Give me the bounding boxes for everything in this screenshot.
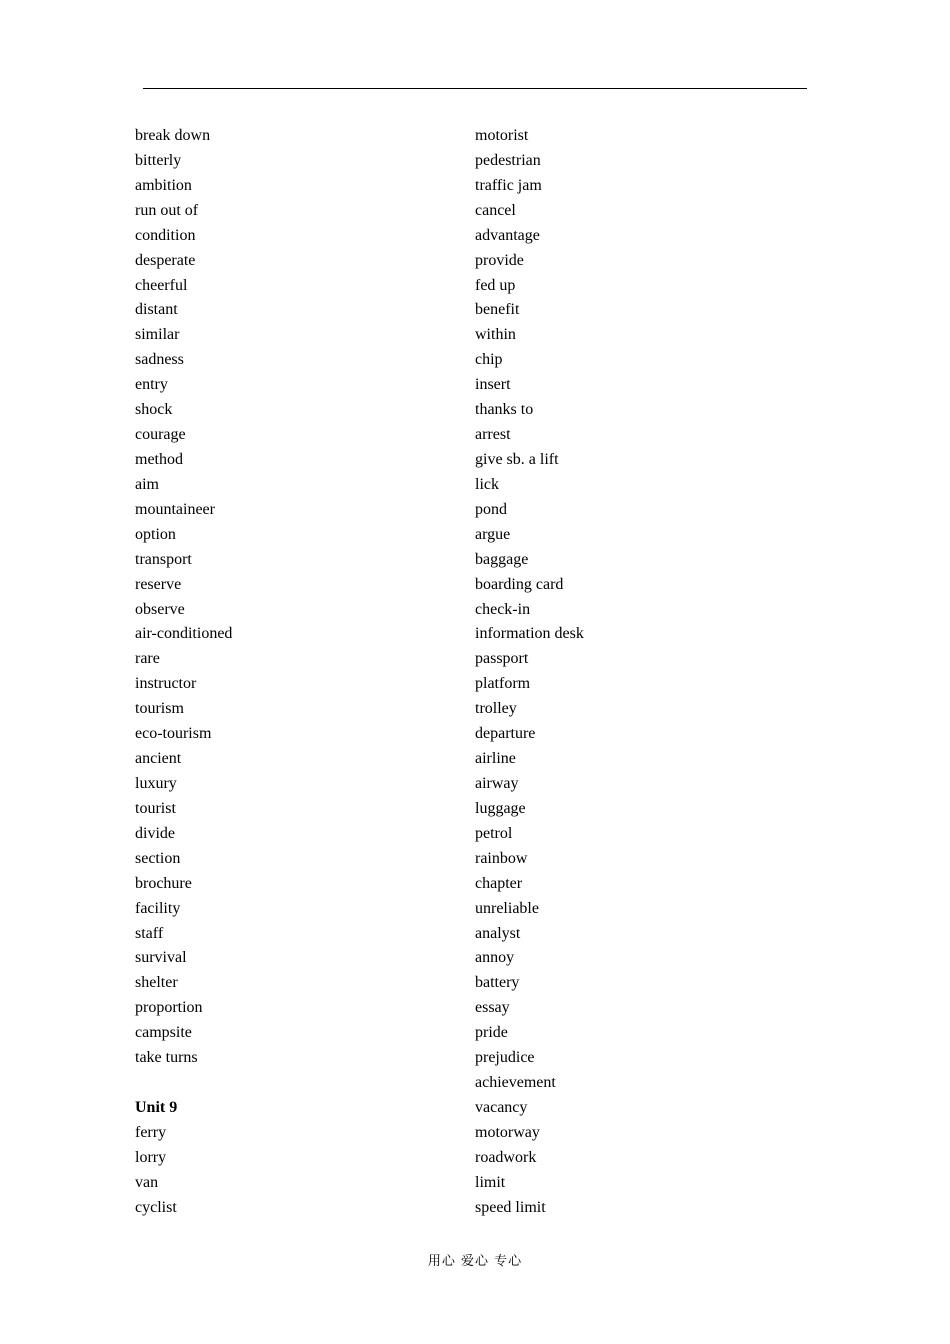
vocabulary-item: luxury — [135, 774, 177, 792]
vocabulary-item: tourist — [135, 799, 176, 817]
vocabulary-item: petrol — [475, 824, 513, 842]
vocabulary-item: similar — [135, 326, 180, 344]
vocabulary-item: brochure — [135, 874, 192, 892]
vocabulary-item: pedestrian — [475, 151, 541, 169]
vocabulary-item: argue — [475, 525, 511, 543]
vocabulary-item: give sb. a lift — [475, 450, 559, 468]
vocabulary-item: traffic jam — [475, 176, 542, 194]
vocabulary-item: pride — [475, 1024, 508, 1042]
vocabulary-item: luggage — [475, 799, 526, 817]
unit-heading: Unit 9 — [135, 1098, 178, 1116]
vocabulary-item: method — [135, 450, 183, 468]
vocabulary-item: limit — [475, 1173, 506, 1191]
vocabulary-item: take turns — [135, 1049, 198, 1067]
vocabulary-item: fed up — [475, 276, 516, 294]
vocabulary-item: pond — [475, 500, 507, 518]
vocabulary-item: transport — [135, 550, 192, 568]
vocabulary-item: sadness — [135, 351, 184, 369]
vocabulary-item: observe — [135, 600, 185, 618]
vocabulary-item: benefit — [475, 301, 520, 319]
header-rule — [143, 88, 807, 89]
vocabulary-item: battery — [475, 974, 520, 992]
vocabulary-item: reserve — [135, 575, 182, 593]
vocabulary-item: cancel — [475, 201, 516, 219]
vocabulary-item: advantage — [475, 226, 540, 244]
vocabulary-column-right — [475, 124, 584, 1221]
vocabulary-item: instructor — [135, 675, 197, 693]
vocabulary-item: lorry — [135, 1148, 167, 1166]
vocabulary-item: distant — [135, 301, 178, 319]
vocabulary-item: van — [135, 1173, 159, 1191]
vocabulary-item: speed limit — [475, 1198, 546, 1216]
vocabulary-item: option — [135, 525, 176, 543]
vocabulary-item: entry — [135, 376, 168, 394]
vocabulary-item: thanks to — [475, 401, 534, 419]
vocabulary-item: staff — [135, 924, 164, 942]
vocabulary-item: insert — [475, 376, 511, 394]
vocabulary-item: bitterly — [135, 151, 182, 169]
vocabulary-item: essay — [475, 999, 510, 1017]
vocabulary-item: platform — [475, 675, 531, 693]
vocabulary-item: cyclist — [135, 1198, 177, 1216]
vocabulary-item: lick — [475, 475, 499, 493]
vocabulary-item: roadwork — [475, 1148, 537, 1166]
vocabulary-item: cheerful — [135, 276, 188, 294]
vocabulary-item: desperate — [135, 251, 196, 269]
vocabulary-item: provide — [475, 251, 524, 269]
vocabulary-item: annoy — [475, 949, 515, 967]
vocabulary-item: chip — [475, 351, 503, 369]
vocabulary-item: eco-tourism — [135, 725, 212, 743]
vocabulary-item: campsite — [135, 1024, 192, 1042]
vocabulary-item: ambition — [135, 176, 192, 194]
vocabulary-item: check-in — [475, 600, 531, 618]
vocabulary-item: rainbow — [475, 849, 528, 867]
vocabulary-column-left — [135, 124, 232, 1221]
vocabulary-item: airway — [475, 774, 519, 792]
vocabulary-item: motorist — [475, 127, 529, 144]
vocabulary-item: chapter — [475, 874, 523, 892]
vocabulary-item: survival — [135, 949, 187, 967]
vocabulary-item: passport — [475, 650, 529, 668]
vocabulary-item: within — [475, 326, 516, 344]
vocabulary-item: boarding card — [475, 575, 564, 593]
vocabulary-item: run out of — [135, 201, 199, 219]
vocabulary-item: courage — [135, 426, 186, 444]
vocabulary-item: baggage — [475, 550, 529, 568]
page-footer: 用心 爱心 专心 — [427, 1254, 523, 1269]
vocabulary-item: achievement — [475, 1074, 556, 1092]
vocabulary-item: departure — [475, 725, 536, 743]
vocabulary-item: arrest — [475, 426, 511, 444]
vocabulary-item: trolley — [475, 700, 517, 718]
vocabulary-item: ferry — [135, 1123, 167, 1141]
vocabulary-item: shelter — [135, 974, 178, 992]
vocabulary-item: shock — [135, 401, 173, 419]
vocabulary-item: ancient — [135, 750, 182, 768]
vocabulary-item: airline — [475, 750, 516, 768]
vocabulary-item: analyst — [475, 924, 521, 942]
vocabulary-item: condition — [135, 226, 196, 244]
vocabulary-item: vacancy — [475, 1098, 528, 1116]
vocabulary-item: proportion — [135, 999, 203, 1017]
vocabulary-item: mountaineer — [135, 500, 215, 518]
vocabulary-item: section — [135, 849, 181, 867]
vocabulary-item: break down — [135, 127, 211, 144]
vocabulary-item: facility — [135, 899, 181, 917]
vocabulary-item: air-conditioned — [135, 625, 233, 643]
vocabulary-item: information desk — [475, 625, 584, 643]
vocabulary-item: divide — [135, 824, 175, 842]
vocabulary-item: unreliable — [475, 899, 539, 917]
vocabulary-item: tourism — [135, 700, 184, 718]
vocabulary-item: prejudice — [475, 1049, 535, 1067]
vocabulary-item: motorway — [475, 1123, 540, 1141]
vocabulary-item: rare — [135, 650, 160, 668]
blank-line — [135, 1071, 232, 1096]
vocabulary-item: aim — [135, 475, 159, 493]
